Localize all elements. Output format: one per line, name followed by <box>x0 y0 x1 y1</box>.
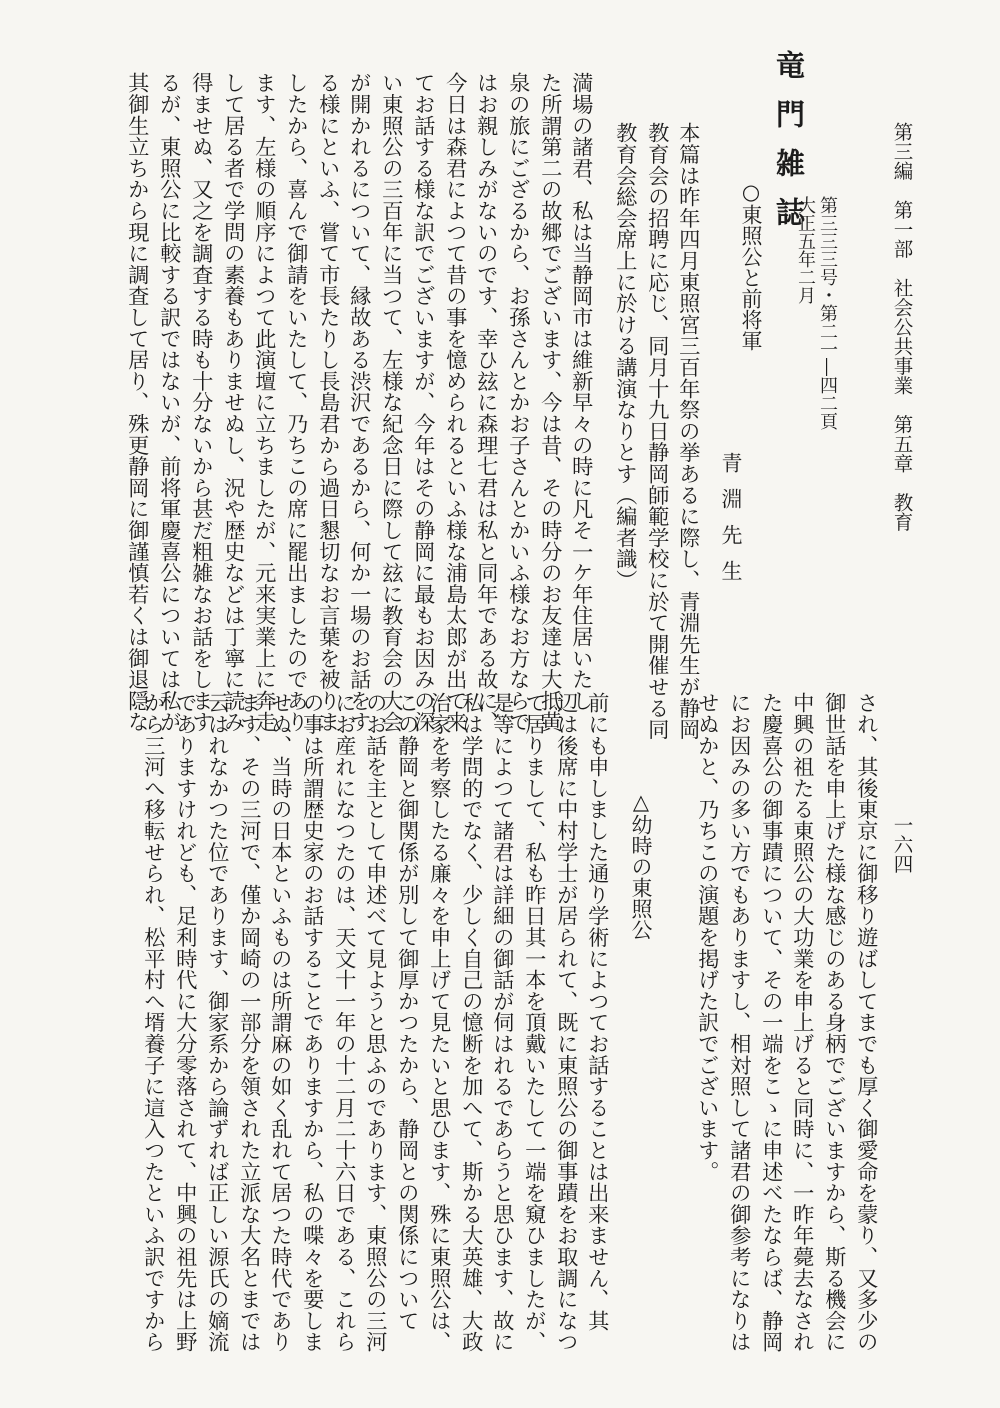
body-line: にお因みの多い方でもありますし、相対照して諸君の御参考になりは <box>726 692 752 1353</box>
body-line: 今日は森君によつて昔の事を憶められるといふ様な浦島太郎が出て来 <box>442 72 468 733</box>
body-line: 辺は後席に中村学士が居られて、既に東照公の御事蹟をお取調になつ <box>553 692 579 1353</box>
body-line: 得ませぬ、又之を調査する時も十分ないから甚だ粗雑なお話をします <box>188 72 214 733</box>
body-line: 私は学問的でなく、少しく自己の憶断を加へて、斯かる大英雄、大政 <box>458 692 484 1353</box>
body-line: 泉の旅にござるから、お孫さんとかお子さんとかいふ様なお方ならで <box>505 72 531 733</box>
body-line: 其御生立ちから現に調査して居り、殊更静岡に御謹慎若くは御退隠な <box>124 72 150 733</box>
body-line: が開かれるについて、縁故ある渋沢であるから、何か一場のお話をす <box>346 72 372 733</box>
article-title: ○東照公と前将軍 <box>739 180 763 351</box>
body-line: せぬ、当時の日本といふものは所謂麻の如く乱れて居つた時代であり <box>267 692 293 1353</box>
body-line: され、其後東京に御移り遊ばしてまでも厚く御愛命を蒙り、又多少の <box>853 692 879 1353</box>
body-line: にお産れになつたのは、天文十一年の十二月二十六日である、これら <box>331 692 357 1353</box>
body-line: 満場の諸君、私は当静岡市は維新早々の時に凡そ一ケ年住居いたし <box>568 72 594 711</box>
body-line: して居る者で学問の素養もありませぬし、況や歴史などは丁寧に読み <box>220 72 246 733</box>
body-line: から三河へ移転せられ、松平村へ壻養子に這入つたといふ訳ですから <box>140 692 166 1353</box>
body-line: 是等によつて諸君は詳細の御話が伺はれるであらうと思ひます、故に <box>489 692 515 1353</box>
body-line: ます、左様の順序によつて此演壇に立ちましたが、元来実業上に奔走 <box>251 72 277 733</box>
body-line: た慶喜公の御事蹟について、その一端をこゝに申述べたならば、静岡 <box>758 692 784 1353</box>
body-line: るが、東照公に比較する訳ではないが、前将軍慶喜公については私が <box>156 72 182 733</box>
body-line: せぬかと、乃ちこの演題を掲げた訳でございます。 <box>694 692 720 1182</box>
body-line: の事は所謂歴史家のお話することでありますから、私の喋々を要しま <box>299 692 325 1353</box>
section-heading: △幼時の東照公 <box>629 790 653 940</box>
body-line: る様にといふ、嘗て市長たりし長島君から過日懇切なお言葉を被りま <box>315 72 341 733</box>
editor-note-line: 教育会の招聘に応じ、同月十九日静岡師範学校に於て開催せる同 <box>644 122 670 740</box>
running-header: 第三編 第一部 社会公共事業 第五章 教育 <box>890 122 914 532</box>
editor-note-line: 教育会総会席上に於ける講演なりとす（編者識） <box>612 122 638 591</box>
body-line: したから、喜んで御請をいたして、乃ちこの席に罷出ましたのであり <box>283 72 309 733</box>
editor-note-line: 本篇は昨年四月東照宮三百年祭の挙あるに際し、青淵先生が静岡 <box>675 122 701 740</box>
journal-title: 竜門雑誌 <box>772 50 806 246</box>
body-line: て居りまして、私も昨日其一本を頂戴いたして一端を窺ひましたが、 <box>521 692 547 1353</box>
body-line: でありますけれども、足利時代に大分零落されて、中興の祖先は上野 <box>172 692 198 1353</box>
page-number: 一六四 <box>890 815 914 874</box>
body-line: い東照公の三百年に当つて、左様な紀念日に際して玆に教育会の大会 <box>378 72 404 733</box>
body-line: た所謂第二の故郷でございます、今は昔、その時分のお友達は大抵黄 <box>537 72 563 733</box>
author-name: 青淵先生 <box>719 452 743 596</box>
body-line: 云はれなかつた位であります、御家系から論ずれば正しい源氏の嫡流 <box>204 692 230 1353</box>
body-line: はお親しみがないのです、幸ひ玆に森理七君は私と同年である故に、 <box>473 72 499 733</box>
body-line: てお話する様な訳でございますが、今年はその静岡に最もお因みの深 <box>410 72 436 733</box>
body-line: ます、その三河で、僅か岡崎の一部分を領された立派な大名とまでは <box>236 692 262 1353</box>
body-line: 中興の祖たる東照公の大功業を申上げると同時に、一昨年薨去なされ <box>789 692 815 1353</box>
body-line: のお話を主として申述べて見ようと思ふのであります、東照公の三河 <box>362 692 388 1353</box>
issue-number: 第三三三号・第二一―四二頁 <box>817 196 838 430</box>
issue-date: 大正五年二月 <box>795 196 816 304</box>
body-line: 前にも申しました通り学術によつてお話することは出来ません、其 <box>584 692 610 1331</box>
body-line: 治家を考察したる廉々を申上げて見たいと思ひます、殊に東照公は、 <box>426 692 452 1353</box>
body-line: 御世話を申上げた様な感じのある身柄でございますから、斯る機会に <box>821 692 847 1353</box>
body-line: この静岡と御関係が別して御厚かつたから、静岡との関係について <box>394 692 420 1331</box>
